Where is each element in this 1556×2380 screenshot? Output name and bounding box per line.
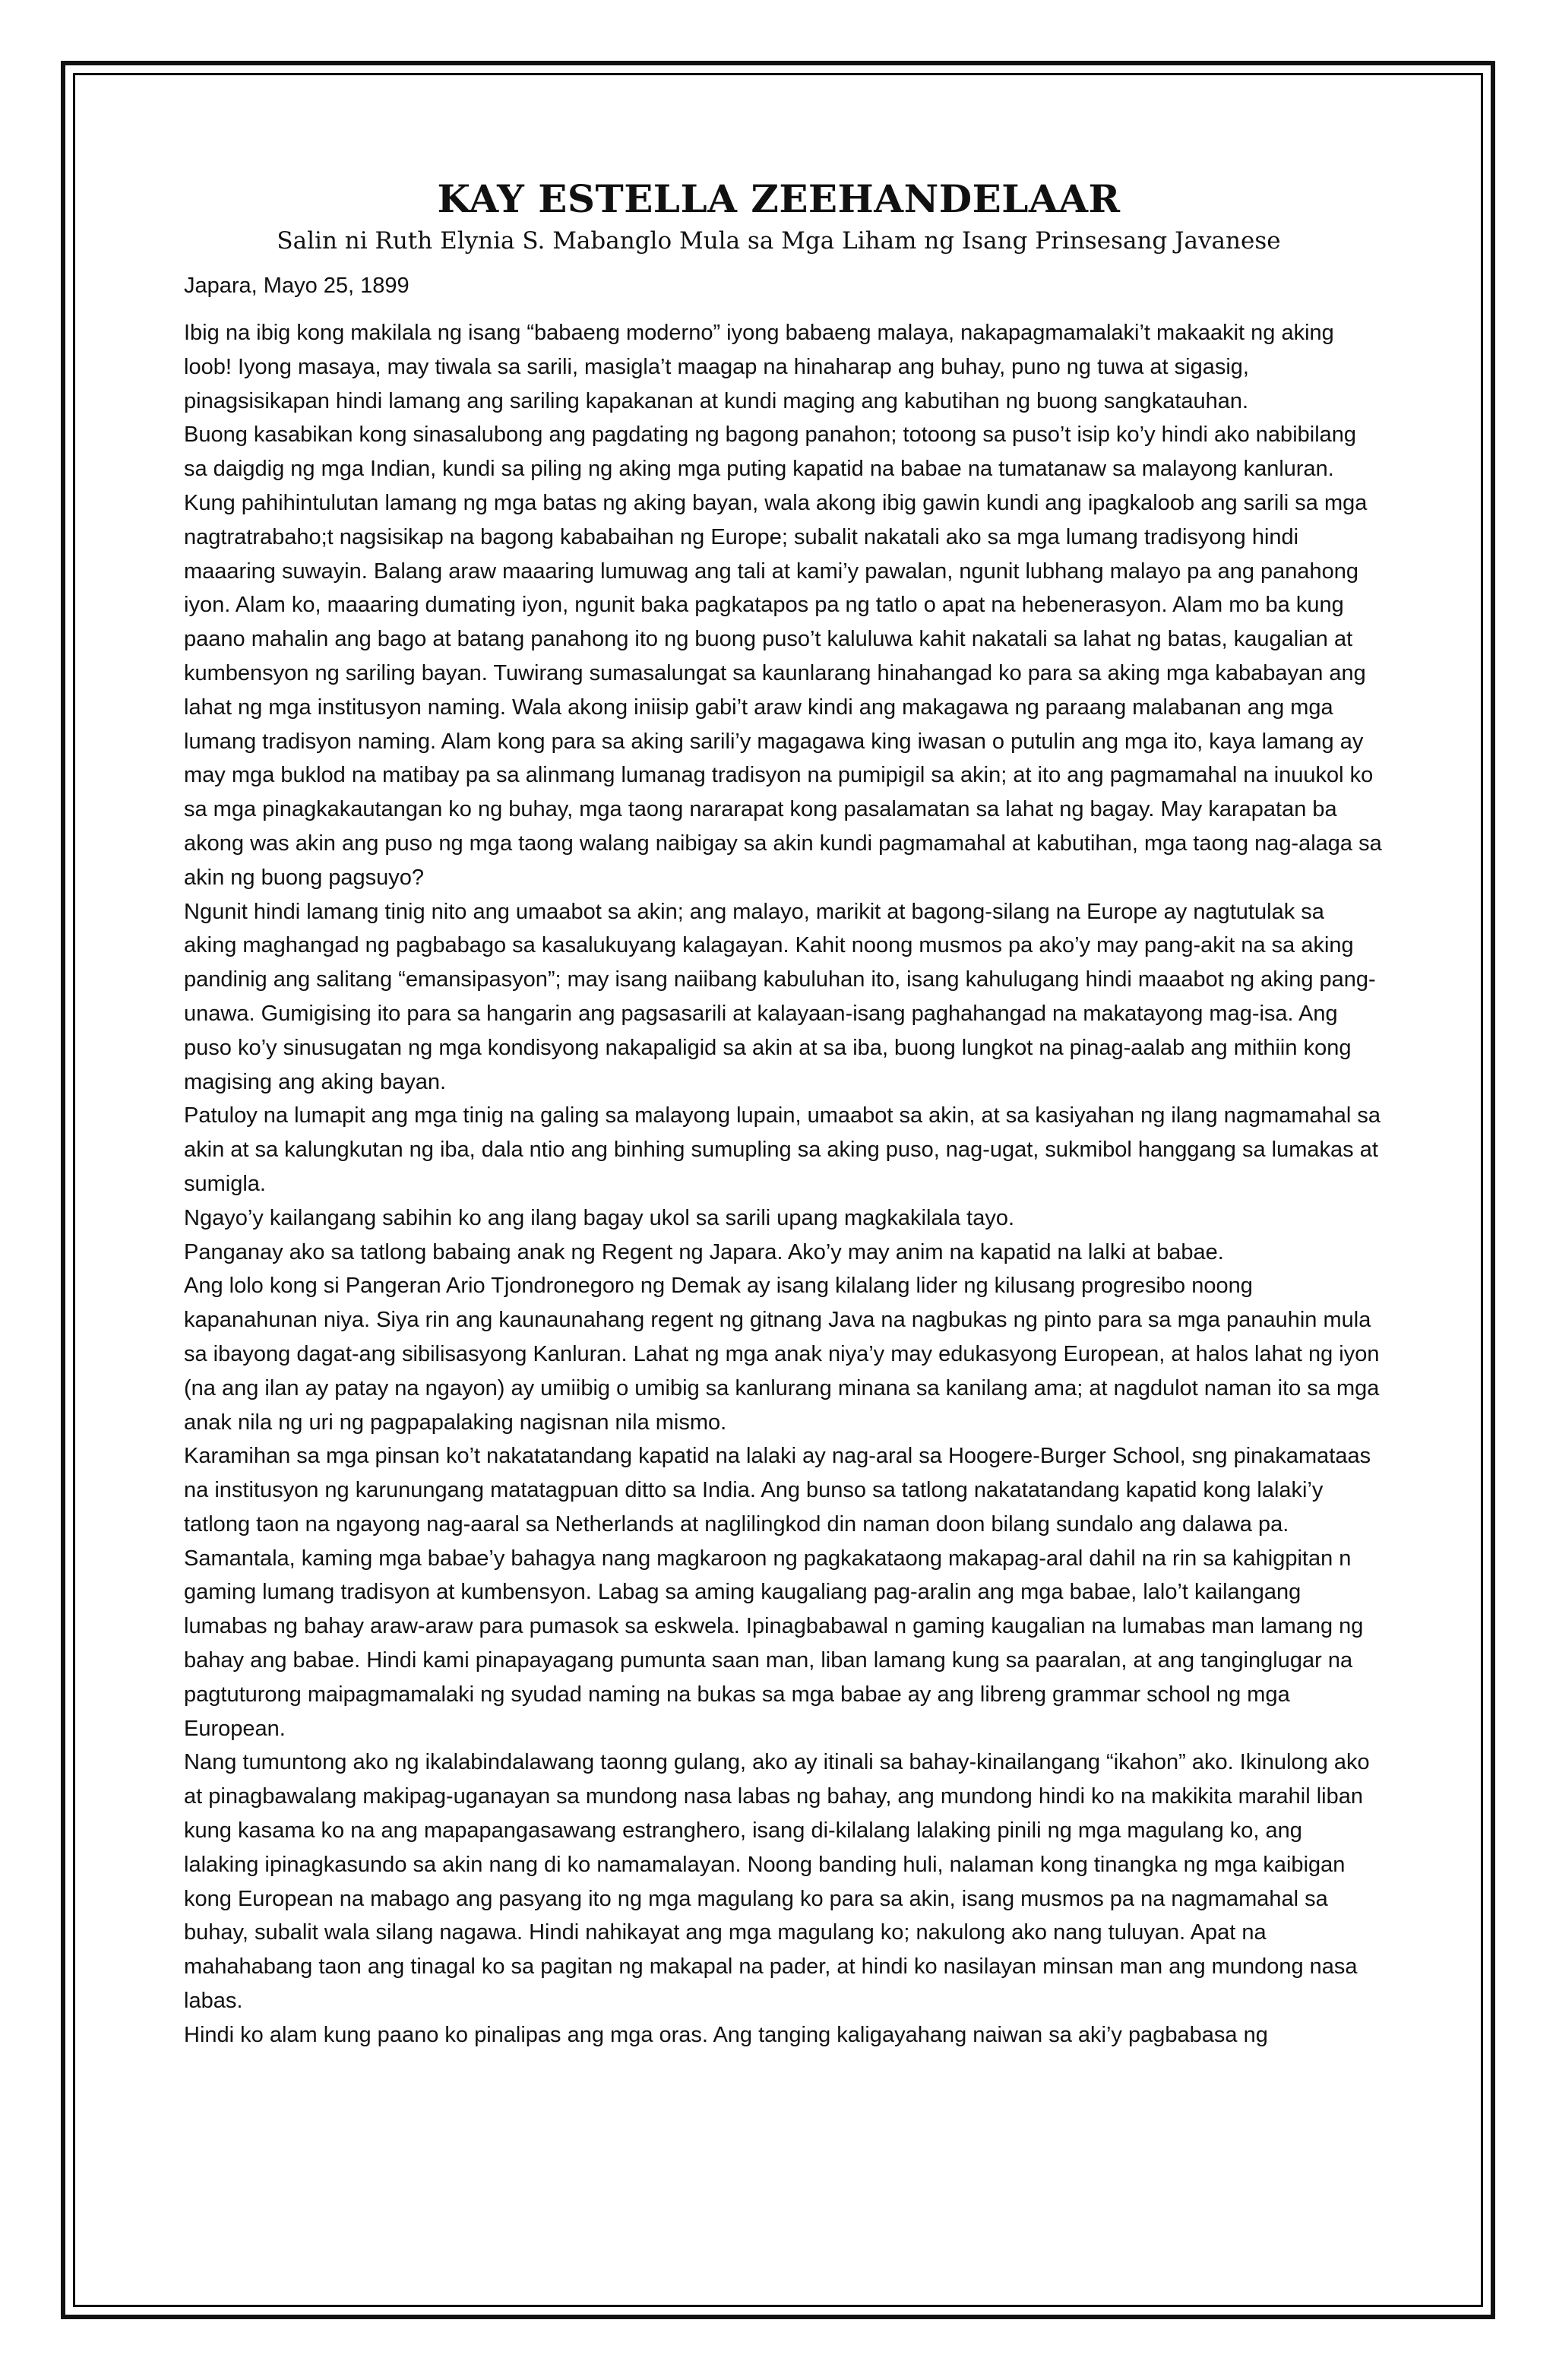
paragraph: Kung pahihintulutan lamang ng mga batas ng aking bayan, wala akong ibig gawin kundi ang ipagkaloob ang sarili sa mga nagtratrabaho;t nagsisikap na bagong kababaihan ng Europe; subalit nakatali ako sa mga lumang tradisyong hindi maaaring suwayin. Balang araw maaaring lumuwag ang tali at kami’y pawalan, ngunit lubhang malayo pa ang panahong iyon. Alam ko, maaaring dumating iyon, ngunit baka pagkatapos pa ng tatlo o apat na hebenerasyon. Alam mo ba kung paano mahalin ang bago at batang panahong ito ng buong puso’t kaluluwa kahit nakatali sa lahat ng batas, kaugalian at kumbensyon ng sariling bayan. Tuwirang sumasalungat sa kaunlarang hinahangad ko para sa aking mga kababayan ang lahat ng mga institusyon naming. Wala akong iniisip gabi’t araw kindi ang makagawa ng paraang malabanan ang mga lumang tradisyon naming. Alam kong para sa aking sarili’y magagawa king iwasan o putulin ang mga ito, kaya lamang ay may mga buklod na matibay pa sa alinmang lumanag tradisyon na pumipigil sa akin; at ito ang pagmamahal na inuukol ko sa mga pinagkakautangan ko ng buhay, mga taong nararapat kong pasalamatan sa lahat ng bagay. May karapatan ba akong was akin ang puso ng mga taong walang naibigay sa akin kundi pagmamahal at kabutihan, mga taong nag-alaga sa akin ng buong pagsuyo? bbox=[184, 490, 1382, 890]
letter-body bbox=[184, 316, 1383, 2052]
paragraph: Buong kasabikan kong sinasalubong ang pagdating ng bagong panahon; totoong sa puso’t isip ko’y hindi ako nabibilang sa daigdig ng mga Indian, kundi sa piling ng aking mga puting kapatid na babae na tumatanaw sa malayong kanluran. bbox=[184, 423, 1357, 482]
paragraph: Ang lolo kong si Pangeran Ario Tjondronegoro ng Demak ay isang kilalang lider ng kilusang progresibo noong kapanahunan niya. Siya rin ang kaunaunahang regent ng gitnang Java na nagbukas ng pinto para sa mga panauhin mula sa ibayong dagat-ang sibilisasyong Kanluran. Lahat ng mga anak niya’y may edukasyong European, at halos lahat ng iyon (na ang ilan ay patay na ngayon) ay umiibig o umibig sa kanlurang minana sa kanilang ama; at nagdulot naman ito sa mga anak nila ng uri ng pagpapalaking nagisnan nila mismo. bbox=[184, 1274, 1380, 1435]
document-content bbox=[175, 175, 1383, 2052]
letter-date: Japara, Mayo 25, 1899 bbox=[184, 274, 410, 298]
paragraph: Patuloy na lumapit ang mga tinig na galing sa malayong lupain, umaabot sa akin, at sa kasiyahan ng ilang nagmamahal sa akin at sa kalungkutan ng iba, dala ntio ang binhing sumupling sa aking puso, nag-ugat, sukmibol hanggang sa lumakas at sumigla. bbox=[184, 1103, 1381, 1196]
document-title: KAY ESTELLA ZEEHANDELAAR bbox=[437, 176, 1121, 221]
paragraph: Nang tumuntong ako ng ikalabindalawang taonng gulang, ako ay itinali sa bahay-kinailangang “ikahon” ako. Ikinulong ako at pinagbawalang makipag-uganayan sa mundong nasa labas ng bahay, ang mundong hindi ko na makikita marahil liban kung kasama ko na ang mapapangasawang estranghero, isang di-kilalang lalaking pinili ng mga magulang ko, ang lalaking ipinagkasundo sa akin nang di ko namamalayan. Noong banding huli, nalaman kong tinangka ng mga kaibigan kong European na mabago ang pasyang ito ng mga magulang ko para sa akin, isang musmos pa na nagmamahal sa buhay, subalit wala silang nagawa. Hindi nahikayat ang mga magulang ko; nakulong ako nang tuluyan. Apat na mahahabang taon ang tinagal ko sa pagitan ng makapal na pader, at hindi ko nasilayan minsan man ang mundong nasa labas. bbox=[184, 1750, 1370, 2014]
paragraph: Ibig na ibig kong makilala ng isang “babaeng moderno” iyong babaeng malaya, nakapagmamalaki’t makaakit ng aking loob! Iyong masaya, may tiwala sa sarili, masigla’t maagap na hinaharap ang buhay, puno ng tuwa at sigasig, pinagsisikapan hindi lamang ang sariling kapakanan at kundi maging ang kabutihan ng buong sangkatauhan. bbox=[184, 321, 1334, 413]
paragraph: Panganay ako sa tatlong babaing anak ng Regent ng Japara. Ako’y may anim na kapatid na lalki at babae. bbox=[184, 1239, 1224, 1264]
paragraph: Ngunit hindi lamang tinig nito ang umaabot sa akin; ang malayo, marikit at bagong-silang na Europe ay nagtutulak sa aking maghangad ng pagbabago sa kasalukuyang kalagayan. Kahit noong musmos pa ako’y may pang-akit na sa aking pandinig ang salitang “emansipasyon”; may isang naiibang kabuluhan ito, isang kahulugang hindi maaabot ng aking pang-unawa. Gumigising ito para sa hangarin ang pagsasarili at kalayaan-isang paghahangad na makatayong mag-isa. Ang puso ko’y sinusugatan ng mga kondisyong nakapaligid sa akin at sa iba, buong lungkot na pinag-aalab ang mithiin kong magising ang aking bayan. bbox=[184, 899, 1376, 1094]
document-subtitle: Salin ni Ruth Elynia S. Mabanglo Mula sa Mga Liham ng Isang Prinsesang Javanese bbox=[277, 227, 1281, 255]
paragraph: Karamihan sa mga pinsan ko’t nakatatandang kapatid na lalaki ay nag-aral sa Hoogere-Burger School, sng pinakamataas na institusyon ng karunungang matatagpuan ditto sa India. Ang bunso sa tatlong nakatatandang kapatid kong lalaki’y tatlong taon na ngayong nag-aaral sa Netherlands at naglilingkod din naman doon bilang sundalo ang dalawa pa. Samantala, kaming mga babae’y bahagya nang magkaroon ng pagkakataong makapag-aral dahil na rin sa kahigpitan n gaming lumang tradisyon at kumbensyon. Labag sa aming kaugaliang pag-aralin ang mga babae, lalo’t kailangang lumabas ng bahay araw-araw para pumasok sa eskwela. Ipinagbabawal n gaming kaugalian na lumabas man lamang ng bahay ang babae. Hindi kami pinapayagang pumunta saan man, liban lamang kung sa paaralan, at ang tanginglugar na pagtuturong maipagmamalaki ng syudad naming na bukas sa mga babae ay ang libreng grammar school ng mga European. bbox=[184, 1444, 1371, 1741]
paragraph: Hindi ko alam kung paano ko pinalipas ang mga oras. Ang tanging kaligayahang naiwan sa aki’y pagbabasa ng bbox=[184, 2022, 1268, 2047]
paragraph: Ngayo’y kailangang sabihin ko ang ilang bagay ukol sa sarili upang magkakilala tayo. bbox=[184, 1205, 1015, 1230]
